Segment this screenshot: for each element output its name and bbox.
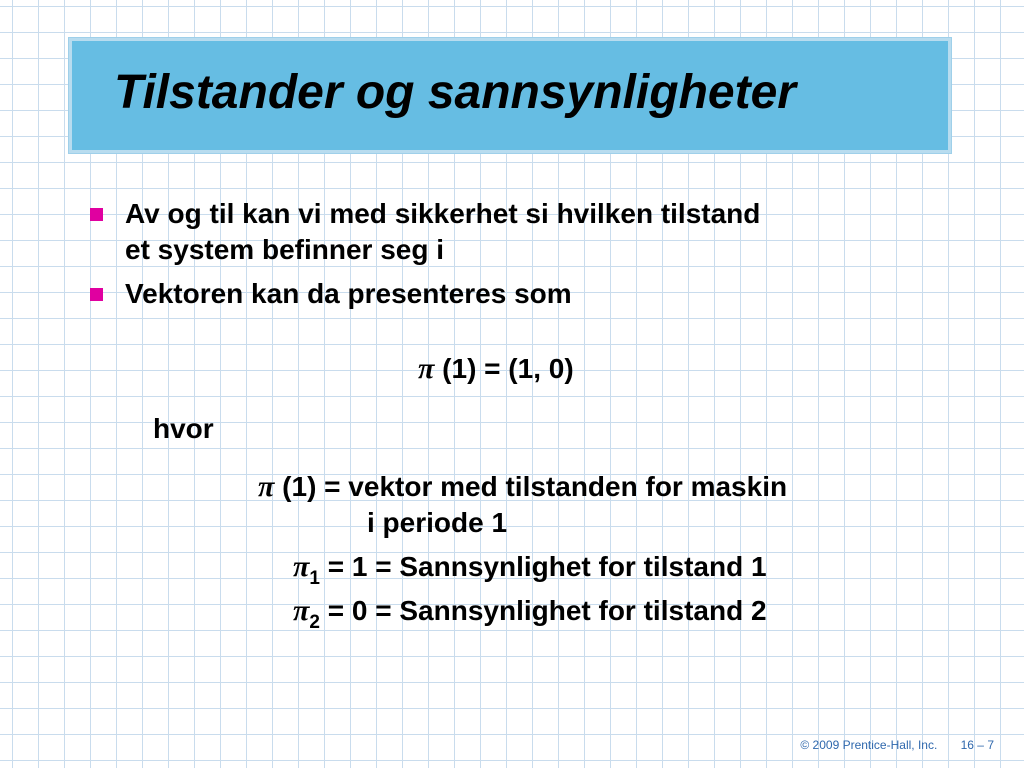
bullet-text: Av og til kan vi med sikkerhet si hvilken tilstand	[125, 198, 761, 229]
definition-text: = 1 = Sannsynlighet for tilstand 1	[327, 551, 767, 582]
subscript: 2	[309, 612, 320, 633]
square-bullet-icon	[90, 208, 103, 221]
footer	[800, 738, 994, 752]
bullet-text-continuation: et system befinner seg i	[125, 234, 445, 265]
bullet-item	[88, 276, 918, 312]
pi-symbol: π	[293, 594, 310, 627]
bullet-text: Vektoren kan da presenteres som	[125, 278, 572, 309]
slide-title: Tilstander og sannsynligheter	[114, 66, 796, 119]
definition-text: (1) = vektor med tilstanden for maskin	[282, 471, 788, 502]
definition-vector	[258, 470, 787, 504]
definition-vector-continuation: i periode 1	[367, 507, 508, 538]
equation-text: (1) = (1, 0)	[442, 353, 574, 384]
definition-pi1	[293, 550, 767, 588]
pi-symbol: π	[258, 470, 275, 503]
bullet-list	[88, 196, 918, 320]
page-number: 16 – 7	[960, 738, 994, 752]
title-box	[69, 38, 951, 153]
square-bullet-icon	[90, 288, 103, 301]
bullet-item	[88, 196, 918, 268]
definition-pi2	[293, 594, 767, 632]
where-label: hvor	[153, 413, 214, 444]
pi-symbol: π	[293, 550, 310, 583]
definition-text: = 0 = Sannsynlighet for tilstand 2	[327, 595, 767, 626]
vector-equation	[418, 352, 574, 386]
subscript: 1	[309, 568, 320, 589]
pi-symbol: π	[418, 352, 435, 385]
copyright-text: © 2009 Prentice-Hall, Inc.	[800, 738, 938, 752]
